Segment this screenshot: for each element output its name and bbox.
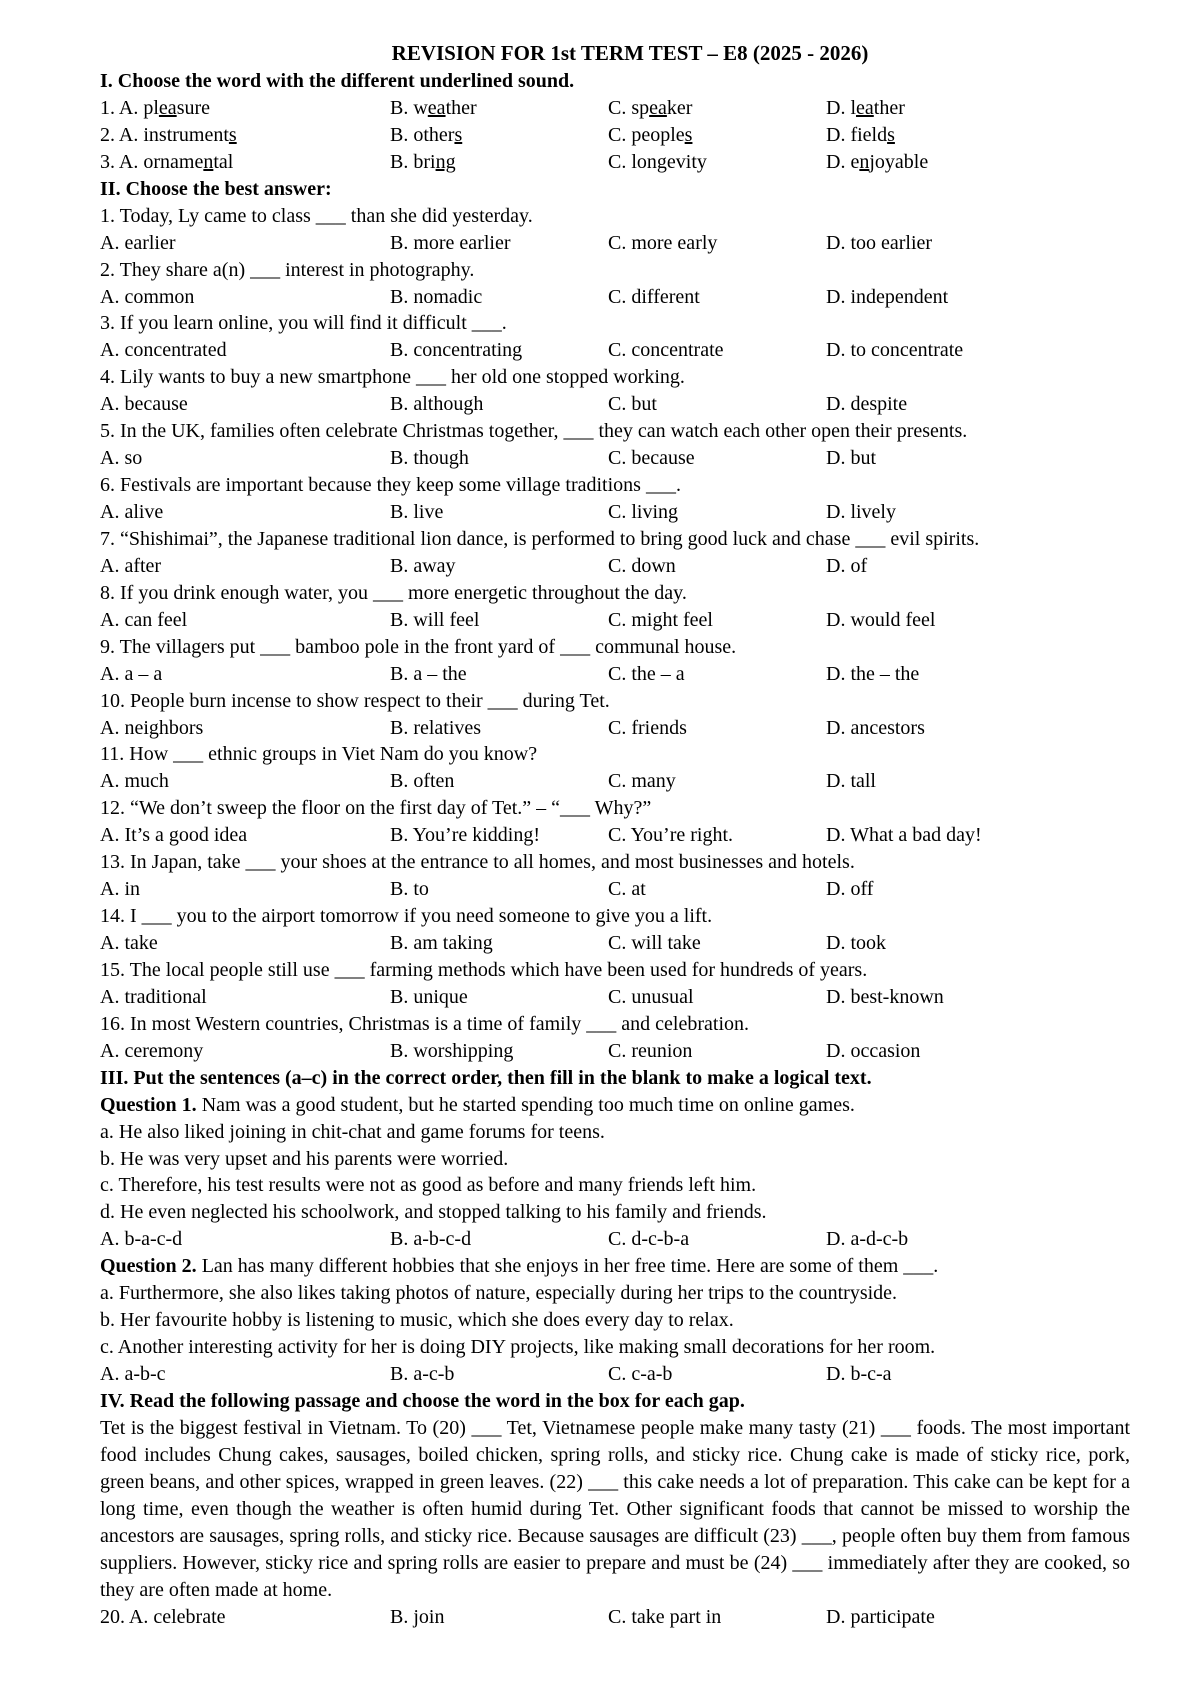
answer-options (100, 284, 1140, 311)
answer-option: D. but (826, 447, 876, 470)
order-option: B. a-b-c-d (390, 1228, 472, 1251)
pronunciation-item (100, 149, 1140, 176)
option-label: C. (608, 150, 627, 173)
answer-options (100, 930, 1140, 957)
question-1-options (100, 1226, 1140, 1253)
option-label: A. (118, 96, 139, 119)
order-option: A. b-a-c-d (100, 1228, 183, 1251)
answer-options (100, 607, 1140, 634)
pronunciation-option (826, 95, 905, 122)
answer-option: A. ceremony (100, 1039, 204, 1062)
section-1-items (100, 95, 1140, 176)
ordering-sentence: a. He also liked joining in chit-chat and game forums for teens. (100, 1120, 605, 1143)
answer-option: C. might feel (608, 608, 713, 631)
answer-option: A. much (100, 770, 169, 793)
answer-option: A. neighbors (100, 716, 204, 739)
word-part: ther (445, 96, 477, 119)
pronunciation-option (100, 95, 390, 122)
answer-options (100, 499, 1140, 526)
section-3-heading: III. Put the sentences (a–c) in the correct order, then fill in the blank to make a logical text. (100, 1066, 872, 1089)
ordering-sentence: b. He was very upset and his parents were worried. (100, 1147, 509, 1170)
pronunciation-option (826, 149, 928, 176)
order-option: D. b-c-a (826, 1363, 892, 1385)
order-option: C. d-c-b-a (608, 1228, 690, 1251)
answer-option: B. live (390, 501, 444, 523)
answer-option: D. best-known (826, 985, 944, 1008)
answer-option: D. occasion (826, 1039, 921, 1062)
answer-option: D. ancestors (826, 716, 925, 739)
pronunciation-option (390, 122, 608, 149)
question-1-label: Question 1. (100, 1093, 197, 1116)
answer-option: D. took (826, 932, 886, 954)
section-2-heading: II. Choose the best answer: (100, 177, 332, 200)
answer-option: C. down (608, 554, 676, 577)
gap-option: 20. A. celebrate (100, 1605, 226, 1628)
option-label: B. (390, 123, 409, 146)
question-text: 15. The local people still use ___ farming methods which have been used for hundreds of years. (100, 958, 868, 981)
question-text: 7. “Shishimai”, the Japanese traditional lion dance, is performed to bring good luck and chase ___ evil spirits. (100, 527, 980, 550)
order-option: D. a-d-c-b (826, 1228, 909, 1251)
word-part: lon (631, 150, 657, 173)
option-label: B. (390, 150, 409, 173)
gap-option: C. take part in (608, 1605, 722, 1628)
question-text: 12. “We don’t sweep the floor on the first day of Tet.” – “___ Why?” (100, 797, 652, 820)
answer-options (100, 876, 1140, 903)
word-part: l (850, 96, 857, 119)
answer-option: A. traditional (100, 985, 207, 1008)
underlined-sound: n (859, 150, 870, 173)
question-text: 11. How ___ ethnic groups in Viet Nam do you know? (100, 743, 538, 766)
option-label: A. (118, 150, 139, 173)
answer-option: D. despite (826, 393, 908, 416)
pronunciation-item (100, 122, 1140, 149)
answer-option: A. after (100, 554, 162, 577)
answer-option: B. concentrating (390, 339, 523, 362)
word-part: other (413, 123, 455, 146)
answer-option: A. earlier (100, 231, 176, 254)
underlined-sound: s (684, 123, 693, 146)
question-text: 1. Today, Ly came to class ___ than she did yesterday. (100, 204, 533, 227)
pronunciation-option (826, 122, 895, 149)
word-part: joyable (869, 150, 929, 173)
answer-option: C. living (608, 501, 679, 523)
underlined-sound: ea (427, 96, 446, 119)
question-text: 14. I ___ you to the airport tomorrow if you need someone to give you a lift. (100, 905, 713, 928)
answer-option: D. lively (826, 501, 896, 523)
answer-option: C. will take (608, 932, 701, 954)
word-part: e (850, 150, 860, 173)
question-text: 3. If you learn online, you will find it difficult ___. (100, 312, 507, 335)
question-text: 16. In most Western countries, Christmas is a time of family ___ and celebration. (100, 1012, 749, 1035)
question-text: 13. In Japan, take ___ your shoes at the entrance to all homes, and most businesses and hotels. (100, 851, 855, 874)
pronunciation-option (390, 149, 608, 176)
question-2-prompt (100, 1253, 1140, 1280)
word-part: ker (666, 96, 693, 119)
reading-passage: Tet is the biggest festival in Vietnam. To (20) ___ Tet, Vietnamese people make many tasty (21) ___ foods. The most important food includes Chung cakes, sausages, boiled chicken, spring rolls, and sticky rice. Chung cake is made of sticky rice, pork, green beans, and other spices, wrapped in green leaves. (22) ___ this cake needs a lot of preparation. This cake can be kept for a long time, even though the weather is often humid during Tet. Other significant foods that cannot be missed to worship the ancestors are sausages, spring rolls, and sticky rice. Because sausages are difficult (23) ___, people often buy them from famous suppliers. However, sticky rice and spring rolls are easier to prepare and must be (24) ___ immediately after they are cooked, so they are often made at home. (100, 1416, 1130, 1601)
gap-option: B. join (390, 1605, 445, 1628)
answer-option: C. reunion (608, 1039, 693, 1062)
question-2-options (100, 1361, 1140, 1388)
word-part: pl (143, 96, 159, 119)
answer-option: D. too earlier (826, 231, 933, 254)
option-label: D. (826, 96, 846, 119)
answer-option: A. common (100, 285, 195, 308)
word-part: bri (413, 150, 436, 173)
underlined-sound: ng (435, 150, 456, 173)
answer-option: C. unusual (608, 985, 694, 1008)
underlined-sound: g (656, 150, 667, 173)
item-number: 1. (100, 96, 115, 119)
question-text: 9. The villagers put ___ bamboo pole in the front yard of ___ communal house. (100, 635, 737, 658)
answer-option: C. but (608, 393, 657, 416)
answer-option: A. can feel (100, 608, 188, 631)
answer-option: A. concentrated (100, 339, 227, 362)
question-text: 4. Lily wants to buy a new smartphone ___ her old one stopped working. (100, 366, 685, 389)
answer-option: B. nomadic (390, 285, 483, 308)
answer-option: B. to (390, 878, 429, 901)
answer-option: D. What a bad day! (826, 824, 982, 847)
question-text: 6. Festivals are important because they keep some village traditions ___. (100, 474, 681, 497)
word-part: sure (176, 96, 211, 119)
question-1-sentences (100, 1119, 1140, 1227)
answer-option: B. more earlier (390, 231, 511, 254)
answer-options (100, 984, 1140, 1011)
option-label: D. (826, 123, 846, 146)
section-2-questions (100, 203, 1140, 1065)
pronunciation-option (608, 122, 826, 149)
order-option: B. a-c-b (390, 1363, 455, 1385)
ordering-sentence: c. Therefore, his test results were not as good as before and many friends left him. (100, 1174, 757, 1197)
answer-option: A. because (100, 393, 188, 416)
answer-option: B. a – the (390, 662, 467, 685)
pronunciation-option (100, 149, 390, 176)
section-1-heading: I. Choose the word with the different underlined sound. (100, 70, 575, 92)
answer-options (100, 715, 1140, 742)
item-number: 2. (100, 123, 115, 146)
answer-option: B. relatives (390, 716, 482, 739)
option-label: A. (118, 123, 139, 146)
answer-option: D. would feel (826, 608, 936, 631)
answer-option: D. the – the (826, 662, 920, 685)
answer-options (100, 661, 1140, 688)
word-part: orname (143, 150, 204, 173)
answer-option: C. because (608, 447, 695, 470)
word-part: ther (873, 96, 905, 119)
answer-option: D. independent (826, 285, 949, 308)
pronunciation-option (100, 122, 390, 149)
pronunciation-option (390, 95, 608, 122)
answer-options (100, 1038, 1140, 1065)
question-2-label: Question 2. (100, 1255, 197, 1278)
question-text: 8. If you drink enough water, you ___ more energetic throughout the day. (100, 581, 687, 604)
option-label: B. (390, 96, 409, 119)
answer-option: B. will feel (390, 608, 480, 631)
option-label: C. (608, 96, 627, 119)
pronunciation-option (608, 149, 826, 176)
ordering-sentence: c. Another interesting activity for her is doing DIY projects, like making small decorations for her room. (100, 1336, 936, 1359)
answer-option: B. worshipping (390, 1039, 514, 1062)
item-number: 3. (100, 150, 115, 173)
answer-option: C. concentrate (608, 339, 724, 362)
answer-option: C. more early (608, 231, 718, 254)
answer-option: C. friends (608, 716, 687, 739)
underlined-sound: ea (856, 96, 874, 119)
word-part: instrument (143, 123, 229, 146)
question-20-options (100, 1604, 1140, 1631)
answer-options (100, 391, 1140, 418)
page-title: REVISION FOR 1st TERM TEST – E8 (2025 - 2026) (391, 41, 869, 65)
word-part: field (850, 123, 888, 146)
question-text: 5. In the UK, families often celebrate Christmas together, ___ they can watch each other open their presents. (100, 420, 968, 443)
answer-option: C. You’re right. (608, 824, 734, 847)
word-part: people (631, 123, 685, 146)
answer-option: A. in (100, 878, 140, 901)
section-4-heading: IV. Read the following passage and choose the word in the box for each gap. (100, 1389, 745, 1412)
answer-option: B. although (390, 393, 484, 416)
answer-option: B. often (390, 770, 455, 793)
answer-option: A. take (100, 932, 158, 954)
answer-options (100, 768, 1140, 795)
question-1-text: Nam was a good student, but he started spending too much time on online games. (196, 1093, 855, 1116)
ordering-sentence: a. Furthermore, she also likes taking photos of nature, especially during her trips to the countryside. (100, 1282, 898, 1305)
gap-option: D. participate (826, 1605, 935, 1628)
answer-option: A. a – a (100, 662, 163, 685)
underlined-sound: s (454, 123, 463, 146)
question-text: 2. They share a(n) ___ interest in photography. (100, 258, 475, 281)
option-label: C. (608, 123, 627, 146)
ordering-sentence: d. He even neglected his schoolwork, and stopped talking to his family and friends. (100, 1201, 767, 1224)
pronunciation-item (100, 95, 1140, 122)
underlined-sound: s (228, 123, 237, 146)
answer-option: D. to concentrate (826, 339, 964, 362)
order-option: A. a-b-c (100, 1363, 166, 1385)
answer-option: A. alive (100, 501, 164, 523)
answer-option: C. different (608, 285, 700, 308)
worksheet-page (100, 38, 1140, 1630)
option-label: D. (826, 150, 846, 173)
answer-option: A. It’s a good idea (100, 824, 248, 847)
answer-option: B. though (390, 447, 469, 470)
word-part: tal (213, 150, 234, 173)
order-option: C. c-a-b (608, 1363, 673, 1385)
question-2-sentences (100, 1280, 1140, 1361)
answer-options (100, 822, 1140, 849)
answer-option: B. away (390, 554, 456, 577)
question-2-text: Lan has many different hobbies that she enjoys in her free time. Here are some of them ___. (196, 1255, 939, 1278)
answer-option: C. at (608, 878, 646, 901)
answer-option: A. so (100, 447, 143, 470)
answer-options (100, 553, 1140, 580)
ordering-sentence: b. Her favourite hobby is listening to music, which she does every day to relax. (100, 1309, 734, 1332)
answer-option: C. the – a (608, 662, 685, 685)
answer-options (100, 230, 1140, 257)
pronunciation-option (608, 95, 826, 122)
answer-option: D. off (826, 878, 874, 901)
answer-options (100, 337, 1140, 364)
answer-option: B. unique (390, 985, 468, 1008)
answer-option: B. am taking (390, 932, 493, 954)
question-text: 10. People burn incense to show respect to their ___ during Tet. (100, 689, 610, 712)
underlined-sound: ea (649, 96, 667, 119)
underlined-sound: n (203, 150, 214, 173)
word-part: evity (666, 150, 707, 173)
answer-option: C. many (608, 770, 676, 793)
answer-option: B. You’re kidding! (390, 824, 541, 847)
word-part: sp (631, 96, 650, 119)
word-part: w (413, 96, 428, 119)
answer-option: D. of (826, 554, 868, 577)
answer-options (100, 445, 1140, 472)
underlined-sound: s (887, 123, 895, 146)
answer-option: D. tall (826, 770, 876, 793)
question-1-prompt (100, 1092, 1140, 1119)
underlined-sound: ea (158, 96, 177, 119)
